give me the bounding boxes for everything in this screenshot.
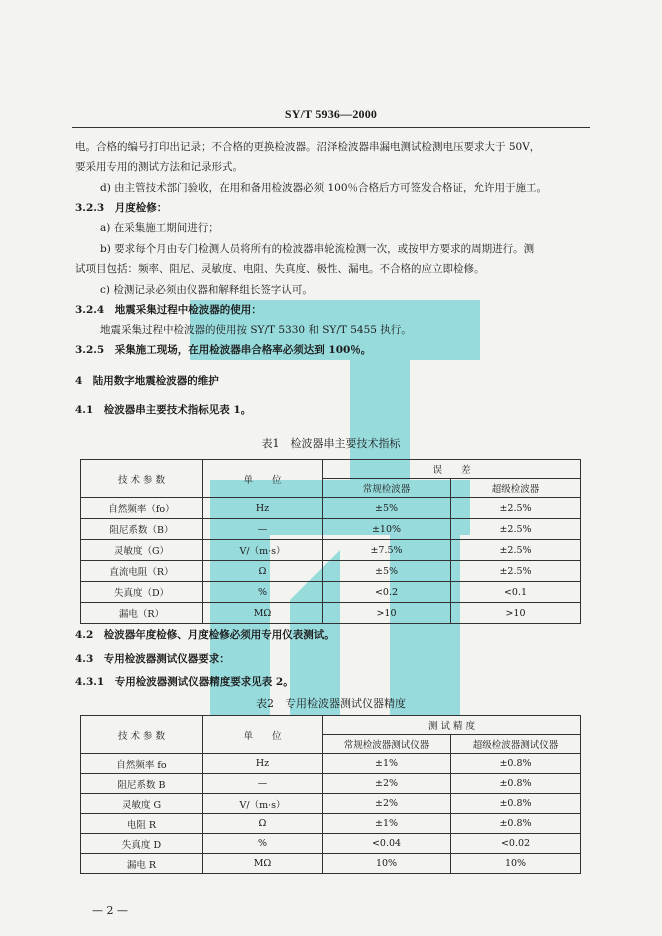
table1-header-col2: 超级检波器	[451, 479, 581, 498]
document-header: SY/T 5936—2000	[284, 107, 378, 121]
table-cell: <0.1	[451, 582, 581, 603]
table-cell: ±0.8%	[451, 794, 581, 814]
table-cell: 自然频率（fo）	[81, 498, 203, 519]
table-cell: 直流电阻（R）	[81, 561, 203, 582]
table-cell: 失真度（D）	[81, 582, 203, 603]
table-cell: 电阻 R	[81, 814, 203, 834]
paragraph-line: b) 要求每个月由专门检测人员将所有的检波器串轮流检测一次，或按甲方要求的周期进行。测	[100, 243, 535, 255]
paragraph-line: a) 在采集施工期间进行；	[100, 222, 219, 234]
table-row	[81, 498, 581, 519]
table1-header-group: 误 差	[323, 460, 581, 479]
page-number: — 2 —	[92, 904, 128, 917]
table-row	[81, 561, 581, 582]
section-heading-4-3-1: 4.3.1 专用检波器测试仪器精度要求见表 2。	[75, 676, 294, 688]
table-row	[81, 814, 581, 834]
table-cell: 灵敏度 G	[81, 794, 203, 814]
paragraph-line: 试项目包括：频率、阻尼、灵敏度、电阻、失真度、极性、漏电。不合格的应立即检修。	[75, 263, 485, 275]
table2-header-col2: 超级检波器测试仪器	[451, 735, 581, 754]
table-row	[81, 519, 581, 540]
table2-header-col1: 常规检波器测试仪器	[323, 735, 451, 754]
table-cell: <0.02	[451, 834, 581, 854]
table-cell: ±0.8%	[451, 774, 581, 794]
table-cell: ±5%	[323, 561, 451, 582]
table-cell: ±0.8%	[451, 814, 581, 834]
table-cell: <0.04	[323, 834, 451, 854]
table-cell: ±1%	[323, 814, 451, 834]
table-cell: 10%	[451, 854, 581, 874]
table-row	[81, 774, 581, 794]
table-cell: 失真度 D	[81, 834, 203, 854]
table-cell: —	[203, 774, 323, 794]
table-cell: 灵敏度（G）	[81, 540, 203, 561]
table-cell: MΩ	[203, 603, 323, 624]
table1-header-col1: 常规检波器	[323, 479, 451, 498]
table-row	[81, 794, 581, 814]
table-cell: %	[203, 582, 323, 603]
table-cell: ±7.5%	[323, 540, 451, 561]
table-cell: ±1%	[323, 754, 451, 774]
table-cell: <0.2	[323, 582, 451, 603]
paragraph-line: c) 检测记录必须由仪器和解释组长签字认可。	[100, 284, 313, 296]
table-cell: Ω	[203, 561, 323, 582]
section-heading-4-2: 4.2 检波器年度检修、月度检修必须用专用仪表测试。	[75, 629, 335, 641]
table-cell: >10	[323, 603, 451, 624]
table-cell: ±2%	[323, 774, 451, 794]
table-cell: %	[203, 834, 323, 854]
table1	[80, 459, 581, 624]
table-row	[81, 582, 581, 603]
table-cell: ±2.5%	[451, 519, 581, 540]
table2-caption: 表2 专用检波器测试仪器精度	[256, 697, 406, 710]
table1-caption: 表1 检波器串主要技术指标	[261, 437, 401, 450]
table-cell: ±2.5%	[451, 498, 581, 519]
table-cell: Hz	[203, 754, 323, 774]
table-cell: 阻尼系数 B	[81, 774, 203, 794]
table-cell: ±2%	[323, 794, 451, 814]
paragraph-line: 地震采集过程中检波器的使用按 SY/T 5330 和 SY/T 5455 执行。	[100, 324, 412, 336]
table-row	[81, 854, 581, 874]
paragraph-line: d) 由主管技术部门验收，在用和备用检波器必须 100％合格后方可签发合格证，允许用于施工。	[100, 182, 548, 194]
table-cell: V/（m·s）	[203, 794, 323, 814]
table1-header-unit: 单 位	[203, 460, 323, 498]
table-cell: MΩ	[203, 854, 323, 874]
table-cell: —	[203, 519, 323, 540]
table-cell: ±10%	[323, 519, 451, 540]
table-cell: 漏电（R）	[81, 603, 203, 624]
table-row	[81, 540, 581, 561]
table-row	[81, 754, 581, 774]
section-heading-3-2-5: 3.2.5 采集施工现场，在用检波器串合格率必须达到 100％。	[75, 344, 372, 356]
table-row	[81, 603, 581, 624]
header-rule	[72, 127, 590, 128]
table-cell: 阻尼系数（B）	[81, 519, 203, 540]
table2-header-unit: 单 位	[203, 716, 323, 754]
table-cell: ±2.5%	[451, 540, 581, 561]
table2-header-param: 技 术 参 数	[81, 716, 203, 754]
section-heading-4-1: 4.1 检波器串主要技术指标见表 1。	[75, 404, 252, 416]
table-row	[81, 834, 581, 854]
table2	[80, 715, 581, 874]
paragraph-line: 要采用专用的测试方法和记录形式。	[75, 161, 243, 173]
table-cell: 自然频率 fo	[81, 754, 203, 774]
paragraph-line: 电。合格的编号打印出记录；不合格的更换检波器。沼泽检波器串漏电测试检测电压要求大于 50V，	[75, 141, 541, 153]
table-cell: Ω	[203, 814, 323, 834]
table-cell: Hz	[203, 498, 323, 519]
table2-header-group: 测 试 精 度	[323, 716, 581, 735]
table1-header-param: 技 术 参 数	[81, 460, 203, 498]
table-cell: V/（m·s）	[203, 540, 323, 561]
table-cell: ±0.8%	[451, 754, 581, 774]
table-cell: 漏电 R	[81, 854, 203, 874]
table-cell: >10	[451, 603, 581, 624]
section-heading-3-2-4: 3.2.4 地震采集过程中检波器的使用：	[75, 304, 262, 316]
section-heading-4: 4 陆用数字地震检波器的维护	[75, 375, 219, 387]
section-heading-3-2-3: 3.2.3 月度检修：	[75, 202, 168, 214]
table-cell: 10%	[323, 854, 451, 874]
section-heading-4-3: 4.3 专用检波器测试仪器要求：	[75, 653, 230, 665]
table-cell: ±5%	[323, 498, 451, 519]
table-cell: ±2.5%	[451, 561, 581, 582]
